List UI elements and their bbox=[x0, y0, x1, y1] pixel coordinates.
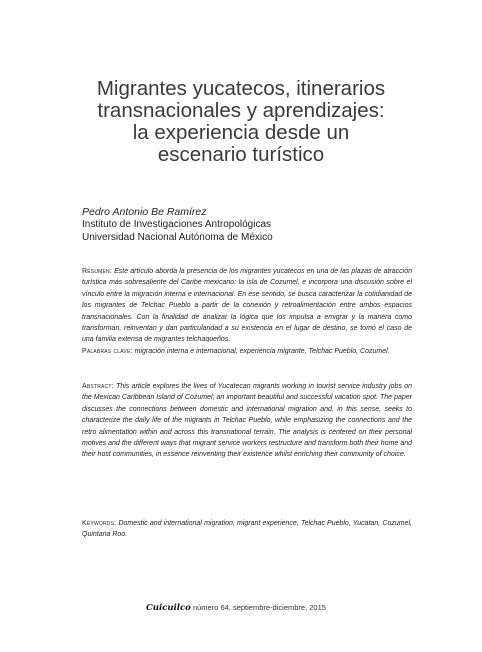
keywords-paragraph bbox=[82, 518, 412, 541]
resumen-paragraph bbox=[82, 266, 412, 346]
article-title bbox=[60, 78, 422, 166]
abstract-text: This article explores the lives of Yucatecan migrants working in tourist service industry jobs on the Mexican Caribbean Island of Cozumel; an important beautiful and successful vacation spot. The paper discusses the connections between domestic and international migration and, in this sense, seeks to characterize the daily life of the migrants in Telchac Pueblo, while emphasizing the connections and the retro alimentation within and across this transnational terrain. The analysis is centered on their personal motives and the different ways that migrant service workers restructure and transform both their home and their host communities, in essence reinventing their existence whilst enriching their community of choice. bbox=[82, 383, 412, 459]
title-line: escenario turístico bbox=[157, 143, 325, 166]
author-institution: Instituto de Investigaciones Antropológicas bbox=[82, 219, 272, 230]
palabras-clave-paragraph bbox=[82, 346, 412, 357]
journal-logo: Cuicuilco bbox=[146, 603, 191, 613]
author-block bbox=[82, 206, 412, 244]
palabras-clave-text: migración interna e internacional, experiencia migrante, Telchac Pueblo, Cozumel. bbox=[134, 348, 390, 355]
issue-info: número 64, septiembre-diciembre, 2015 bbox=[192, 603, 326, 612]
author-university: Universidad Nacional Autónoma de México bbox=[82, 231, 273, 243]
author-name: Pedro Antonio Be Ramírez bbox=[82, 206, 207, 218]
journal-footer bbox=[146, 603, 366, 613]
title-line: Migrantes yucatecos, itinerarios bbox=[96, 77, 386, 100]
resumen-text: Este artículo aborda la presencia de los migrantes yucatecos en una de las plazas de atracción turística más sobresaliente del Caribe mexicano: la isla de Cozumel, e incorpora una discusión sobre el vínculo entre la migración interna e internacional. En ese sentido, se busca caracterizar la cotidianidad de los migrantes de Telchac Pueblo a partir de la conexión y retroalimentación entre ambos espacios transnacionales. Con la finalidad de analizar la lógica que los impulsa a emigrar y la manera como transforman, reinventan y dan particularidad a su existencia en el lugar de destino, se tomó el caso de una familia extensa de migrantes telchaqueños. bbox=[82, 268, 412, 344]
title-line: la experiencia desde un bbox=[132, 121, 350, 144]
resumen-label: Resumen: bbox=[82, 268, 112, 275]
keywords-text: Domestic and international migration, migrant experience, Telchac Pueblo, Yucatan, Cozumel, Quintana Roo. bbox=[82, 520, 412, 539]
title-line: transnacionales y aprendizajes: bbox=[97, 99, 385, 122]
abstract-paragraph bbox=[82, 381, 412, 461]
keywords-label: Keywords: bbox=[82, 520, 117, 527]
palabras-clave-label: Palabras clave: bbox=[82, 348, 133, 355]
abstract-label: Abstract: bbox=[82, 383, 114, 390]
